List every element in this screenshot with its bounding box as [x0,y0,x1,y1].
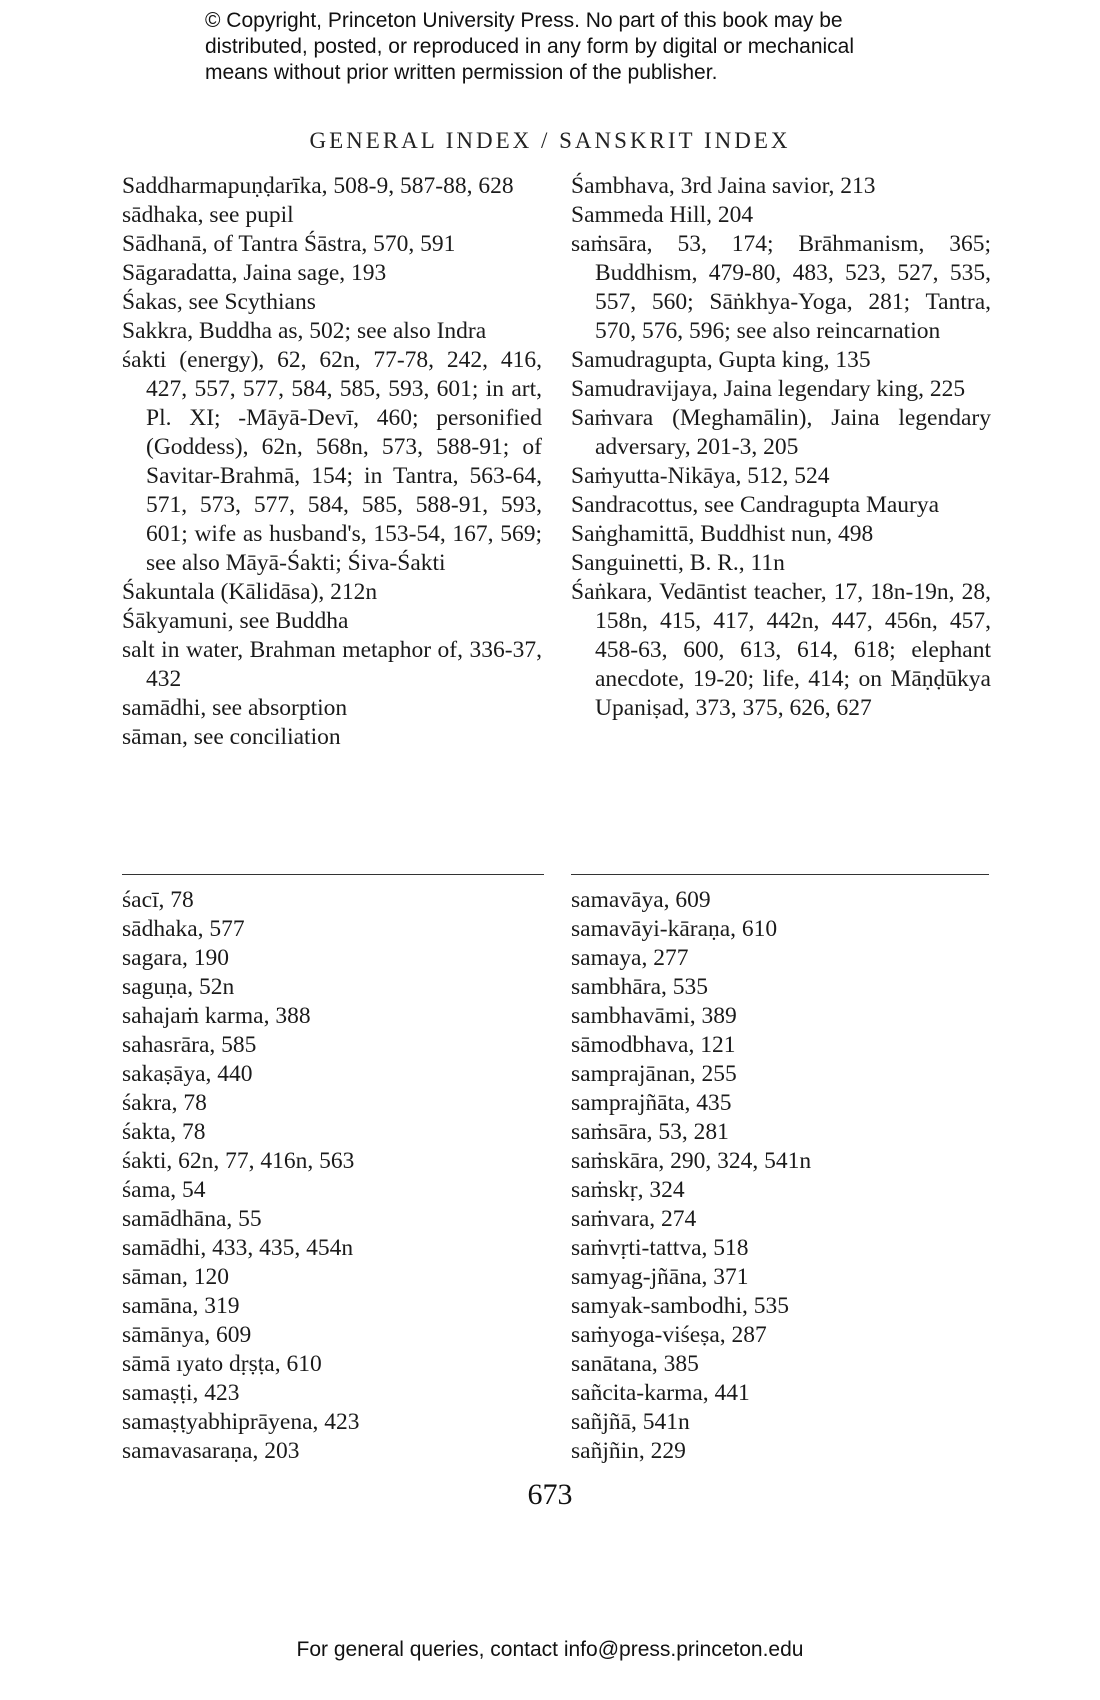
index-entry: samaṣṭi, 423 [122,1380,240,1406]
index-entry: sanātana, 385 [571,1351,699,1377]
index-entry: saguṇa, 52n [122,974,235,1000]
index-entry: saṁvara, 274 [571,1206,697,1232]
index-entry: sāmā ıyato dṛṣṭa, 610 [122,1351,322,1377]
index-entry: sādhaka, 577 [122,916,245,942]
copyright-line: distributed, posted, or reproduced in any form by digital or mechanical [205,35,855,58]
index-entry: Sādhanā, of Tantra Śāstra, 570, 591 [122,231,456,257]
index-entry: saṁsāra, 53, 281 [571,1119,729,1145]
copyright-line: means without prior written permission of the publisher. [205,61,718,84]
page-number: 673 [527,1478,573,1511]
index-entry: Sakkra, Buddha as, 502; see also Indra [122,318,487,344]
index-entry: sahajaṁ karma, 388 [122,1003,311,1029]
index-entry: samāna, 319 [122,1293,240,1319]
index-entry: sādhaka, see pupil [122,202,294,228]
index-entry: Śaṅkara, Vedāntist teacher, 17, 18n-19n, 28, 158n, 415, 417, 442n, 447, 456n, 457, 458-63, 600, 613, 614, 618; elephant anecdote, 19-20; life, 414; on Māṇḍūkya Upaniṣad, 373, 375, 626, 627 [571,579,991,721]
index-entry: Saṁyutta-Nikāya, 512, 524 [571,463,830,489]
index-entry: sambhāra, 535 [571,974,709,1000]
index-entry: śakra, 78 [122,1090,207,1116]
index-entry: Samudravijaya, Jaina legendary king, 225 [571,376,966,402]
index-entry: samādhi, 433, 435, 454n [122,1235,354,1261]
index-entry: Saddharmapuṇḍarīka, 508-9, 587-88, 628 [122,173,514,199]
index-entry: samavāyi-kāraṇa, 610 [571,916,778,942]
sanskrit-index-left-column [122,886,542,1466]
index-entry: sañcita-karma, 441 [571,1380,750,1406]
index-entry: samyak-sambodhi, 535 [571,1293,789,1319]
index-entry: Sammeda Hill, 204 [571,202,754,228]
index-entry: sakaṣāya, 440 [122,1061,253,1087]
index-entry: Sāgaradatta, Jaina sage, 193 [122,260,387,286]
index-entry: sañjñā, 541n [571,1409,690,1435]
index-entry: salt in water, Brahman metaphor of, 336-37, 432 [122,637,542,692]
index-entry: śacī, 78 [122,887,194,913]
index-entry: Sandracottus, see Candragupta Maurya [571,492,940,518]
general-index-left-column [122,172,542,752]
index-entry: samādhāna, 55 [122,1206,262,1232]
index-entry: saṁvṛti-tattva, 518 [571,1235,749,1261]
index-entry: sāmodbhava, 121 [571,1032,736,1058]
copyright-notice [205,8,925,86]
index-entry: samprajānan, 255 [571,1061,737,1087]
index-entry: śakti (energy), 62, 62n, 77-78, 242, 416, 427, 557, 577, 584, 585, 593, 601; in art, Pl. XI; -Māyā-Devī, 460; personified (Goddess), 62n, 568n, 573, 588-91; of Savitar-Brahmā, 154; in Tantra, 563-64, 571, 573, 577, 584, 585, 588-91, 593, 601; wife as husband's, 153-54, 167, 569; see also Māyā-Śakti; Śiva-Śakti [122,347,542,576]
index-entry: sagara, 190 [122,945,230,971]
section-divider [122,874,544,875]
index-entry: Saṅghamittā, Buddhist nun, 498 [571,521,874,547]
index-entry: sañjñin, 229 [571,1438,686,1464]
index-entry: śama, 54 [122,1177,206,1203]
index-entry: sāmānya, 609 [122,1322,252,1348]
index-entry: samavāya, 609 [571,887,711,913]
index-entry: saṁyoga-viśeṣa, 287 [571,1322,767,1348]
index-entry: Samudragupta, Gupta king, 135 [571,347,871,373]
index-entry: samādhi, see absorption [122,695,348,721]
index-entry: Śakuntala (Kālidāsa), 212n [122,579,378,605]
index-entry: Śambhava, 3rd Jaina savior, 213 [571,173,876,199]
index-entry: śakti, 62n, 77, 416n, 563 [122,1148,355,1174]
index-entry: saṁsāra, 53, 174; Brāhmanism, 365; Buddhism, 479-80, 483, 523, 527, 535, 557, 560; Sāṅkhya-Yoga, 281; Tantra, 570, 576, 596; see also reincarnation [571,231,991,344]
index-entry: samyag-jñāna, 371 [571,1264,749,1290]
index-entry: śakta, 78 [122,1119,206,1145]
index-entry: samaya, 277 [571,945,689,971]
index-entry: saṁskṛ, 324 [571,1177,685,1203]
index-entry: Saṁvara (Meghamālin), Jaina legendary adversary, 201-3, 205 [571,405,991,460]
index-entry: Śākyamuni, see Buddha [122,608,349,634]
index-entry: sambhavāmi, 389 [571,1003,737,1029]
index-entry: sāman, 120 [122,1264,230,1290]
index-entry: samavasaraṇa, 203 [122,1438,300,1464]
contact-footer: For general queries, contact info@press.princeton.edu [296,1638,804,1661]
copyright-line: © Copyright, Princeton University Press. No part of this book may be [205,9,843,32]
index-entry: sahasrāra, 585 [122,1032,257,1058]
index-entry: Śakas, see Scythians [122,289,316,315]
index-entry: sāman, see conciliation [122,724,341,750]
general-index-right-column [571,172,991,723]
index-entry: saṁskāra, 290, 324, 541n [571,1148,812,1174]
index-entry: Sanguinetti, B. R., 11n [571,550,785,576]
index-entry: samprajñāta, 435 [571,1090,732,1116]
running-header: GENERAL INDEX / SANSKRIT INDEX [309,128,791,153]
section-divider [571,874,989,875]
sanskrit-index-right-column [571,886,991,1466]
index-entry: samaṣṭyabhiprāyena, 423 [122,1409,360,1435]
